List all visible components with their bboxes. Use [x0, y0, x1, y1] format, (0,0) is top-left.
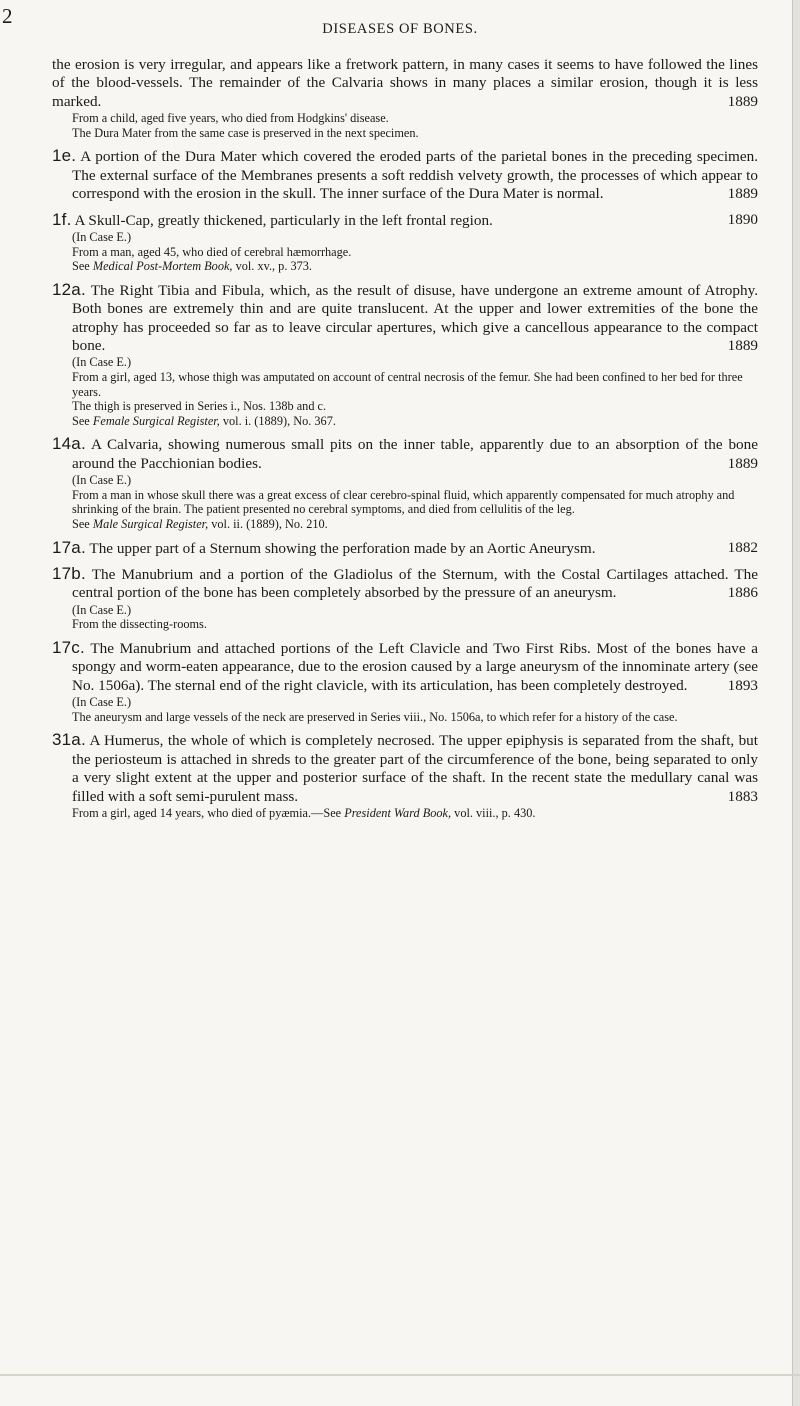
entry-note: From a man in whose skull there was a great excess of clear cerebro-spinal fluid, which apparently compensated for much atrophy and shrinking of the brain. The patient presented no cerebral symptoms, and died from cellulitis of the leg.: [72, 487, 735, 517]
specimen-number: 17c.: [52, 638, 85, 657]
entry-note: (In Case E.): [72, 695, 132, 710]
page-body: [52, 56, 758, 828]
entry-text: [52, 56, 758, 111]
entry-reference: [52, 806, 758, 821]
catalogue-entry: [52, 147, 758, 203]
entry-year: 1882: [727, 538, 758, 556]
catalogue-entry: [52, 211, 758, 274]
entry-description: the erosion is very irregular, and appears like a fretwork pattern, in many cases it seems to have followed the lines of the blood-vessels. The remainder of the Calvaria shows in many places a similar erosion, though it is less marked.: [52, 56, 758, 110]
entry-year: 1883: [727, 787, 758, 805]
entry-description: The Manubrium and attached portions of the Left Clavicle and Two First Ribs. Most of the bones have a spongy and worm-eaten appearance, due to the erosion caused by a large aneurysm of the innominate artery (see No. 1506a). The sternal end of the right clavicle, with its articulation, has been completely destroyed.: [72, 640, 758, 694]
entry-reference: [52, 414, 758, 429]
catalogue-entry: [52, 639, 758, 724]
reference-prefix: See: [72, 259, 93, 274]
entry-year: 1886: [727, 584, 758, 602]
entry-note: The thigh is preserved in Series i., Nos. 138b and c.: [72, 399, 327, 414]
entry-note: (In Case E.): [72, 602, 132, 617]
specimen-number: 1e.: [52, 146, 77, 166]
entry-note: From the dissecting-rooms.: [72, 617, 207, 632]
catalogue-entry: [52, 435, 758, 531]
catalogue-entry: [52, 281, 758, 429]
page-number: 2: [2, 4, 13, 28]
reference-prefix: See: [72, 517, 93, 531]
entry-text: [52, 565, 758, 603]
entry-text: [52, 639, 758, 695]
catalogue-entry: [52, 565, 758, 632]
entry-description: The Right Tibia and Fibula, which, as the result of disuse, have undergone an extreme amount of Atrophy. Both bones are extremely thin and are quite translucent. At the upper and lower extremities of the bone the atrophy has proceeded so far as to leave circular apertures, which give a cancellous appearance to the compact bone.: [72, 281, 758, 355]
entry-note: The aneurysm and large vessels of the neck are preserved in Series viii., No. 1506a, to which refer for a history of the case.: [72, 709, 678, 724]
entry-text: [52, 147, 758, 203]
specimen-number: 1f.: [52, 209, 72, 229]
entry-year: 1889: [727, 337, 758, 355]
reference-suffix: vol. viii., p. 430.: [451, 806, 536, 821]
entry-text: [52, 281, 758, 356]
reference-prefix: From a girl, aged 14 years, who died of pyæmia.—See: [72, 806, 345, 821]
entry-description: The Manubrium and a portion of the Gladiolus of the Sternum, with the Costal Cartilages attached. The central portion of the bone has been completely absorbed by the pressure of an aneurysm.: [72, 566, 758, 602]
reference-suffix: vol. xv., p. 373.: [232, 259, 312, 274]
entry-note: From a girl, aged 13, whose thigh was amputated on account of central necrosis of the femur. She had been confined to her bed for three years.: [72, 370, 743, 399]
entry-note: From a child, aged five years, who died from Hodgkins' disease.: [72, 111, 389, 126]
reference-title: Male Surgical Register,: [92, 517, 209, 531]
reference-suffix: vol. i. (1889), No. 367.: [219, 413, 336, 428]
entry-year: 1889: [727, 92, 758, 110]
entry-text: [52, 435, 758, 473]
specimen-number: 14a.: [52, 434, 86, 454]
entry-note: (In Case E.): [72, 473, 132, 488]
entry-year: 1889: [727, 185, 758, 203]
intro-continuation: [52, 56, 758, 140]
catalogue-entry: [52, 731, 758, 820]
entry-note: The Dura Mater from the same case is preserved in the next specimen.: [72, 125, 419, 140]
reference-title: Medical Post-Mortem Book,: [92, 259, 233, 274]
entry-text: [52, 211, 758, 230]
entry-reference: [52, 517, 758, 532]
entry-reference: [52, 259, 758, 274]
reference-suffix: vol. ii. (1889), No. 210.: [208, 517, 328, 531]
entry-year: 1889: [727, 454, 758, 472]
entry-year: 1890: [727, 210, 758, 228]
reference-title: Female Surgical Register,: [92, 413, 220, 428]
entry-text: [52, 539, 758, 558]
running-title: DISEASES OF BONES.: [322, 21, 478, 37]
entry-year: 1893: [727, 676, 758, 694]
entry-description: A Humerus, the whole of which is completely necrosed. The upper epiphysis is separated from the shaft, but the periosteum is attached in shreds to the greater part of the circumference of the bone, being separated to only a very slight extent at the upper and posterior surface of the shaft. In the recent state the medullary canal was filled with a soft semi-purulent mass.: [72, 732, 759, 805]
page-bottom-edge: [0, 1374, 800, 1376]
specimen-number: 17b.: [52, 564, 86, 583]
entry-note: From a man, aged 45, who died of cerebral hæmorrhage.: [72, 244, 352, 259]
specimen-number: 31a.: [52, 730, 86, 750]
entry-note: (In Case E.): [72, 230, 132, 245]
reference-prefix: See: [72, 413, 93, 428]
reference-title: President Ward Book,: [344, 806, 452, 821]
specimen-number: 12a.: [52, 279, 86, 299]
specimen-number: 17a.: [52, 537, 86, 557]
entry-description: A Calvaria, showing numerous small pits on the inner table, apparently due to an absorption of the bone around the Pacchionian bodies.: [72, 436, 758, 472]
entry-description: A Skull-Cap, greatly thickened, particularly in the left frontal region.: [74, 211, 493, 229]
catalogue-entry: [52, 539, 758, 558]
entry-description: The upper part of a Sternum showing the perforation made by an Aortic Aneurysm.: [89, 539, 596, 557]
entry-note: (In Case E.): [72, 355, 132, 370]
entry-text: [52, 731, 758, 806]
page-edge: [792, 0, 800, 1406]
entry-description: A portion of the Dura Mater which covered the eroded parts of the parietal bones in the preceding specimen. The external surface of the Membranes presents a soft reddish velvety growth, the processes of which appear to correspond with the erosion in the skull. The inner surface of the Dura Mater is normal.: [72, 148, 758, 203]
